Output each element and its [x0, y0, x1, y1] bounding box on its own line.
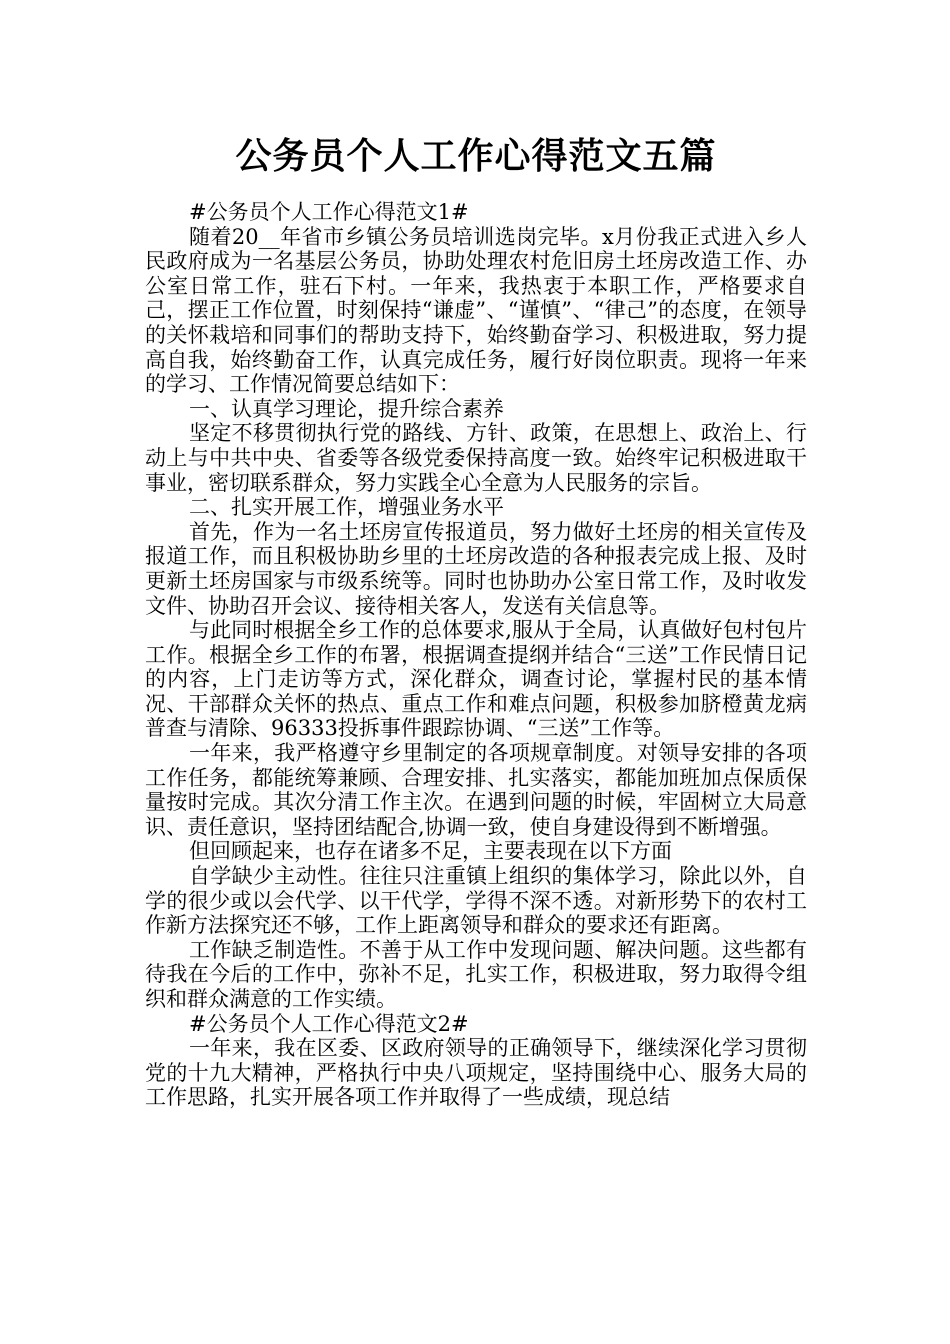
paragraph: 一年来，我严格遵守乡里制定的各项规章制度。对领导安排的各项工作任务，都能统筹兼顾、合理安排、扎实落实，都能加班加点保质保量按时完成。其次分清工作主次。在遇到问题的时候，牢固树立大局意识、责任意识，坚持团结配合,协调一致，使自身建设得到不断增强。	[145, 741, 807, 839]
paragraph: 但回顾起来，也存在诸多不足，主要表现在以下方面	[189, 839, 672, 864]
document-title: 公务员个人工作心得范文五篇	[235, 136, 717, 177]
paragraph: 一年来，我在区委、区政府领导的正确领导下，继续深化学习贯彻党的十九大精神，严格执行中央八项规定，坚持围绕中心、服务大局的工作思路，扎实开展各项工作并取得了一些成绩，现总结	[145, 1036, 807, 1110]
subheading: 一、认真学习理论，提升综合素养	[189, 396, 504, 421]
section-heading-1: #公务员个人工作心得范文1#	[189, 200, 469, 224]
paragraph: 坚定不移贯彻执行党的路线、方针、政策，在思想上、政治上、行动上与中共中央、省委等各级党委保持高度一致。始终牢记积极进取干事业，密切联系群众，努力实践全心全意为人民服务的宗旨。	[145, 421, 807, 495]
paragraph: 随着20__年省市乡镇公务员培训选岗完毕。x月份我正式进入乡人民政府成为一名基层公务员，协助处理农村危旧房土坯房改造工作、办公室日常工作，驻石下村。一年来，我热衷于本职工作，严格要求自己，摆正工作位置，时刻保持“谦虚”、“谨慎”、“律己”的态度，在领导的关怀栽培和同事们的帮助支持下，始终勤奋学习、积极进取，努力提高自我，始终勤奋工作，认真完成任务，履行好岗位职责。现将一年来的学习、工作情况简要总结如下：	[145, 224, 807, 397]
paragraph: 自学缺少主动性。往往只注重镇上组织的集体学习，除此以外，自学的很少或以会代学、以干代学，学得不深不透。对新形势下的农村工作新方法探究还不够，工作上距离领导和群众的要求还有距离。	[145, 864, 807, 938]
document-page	[145, 0, 807, 1110]
paragraph: 与此同时根据全乡工作的总体要求,服从于全局，认真做好包村包片工作。根据全乡工作的布署，根据调查提纲并结合“三送”工作民情日记的内容，上门走访等方式，深化群众，调查讨论，掌握村民的基本情况、干部群众关怀的热点、重点工作和难点问题，积极参加脐橙黄龙病普查与清除、96333投拆事件跟踪协调、“三送”工作等。	[145, 618, 807, 741]
document-body	[145, 200, 807, 1110]
paragraph: 工作缺乏制造性。不善于从工作中发现问题、解决问题。这些都有待我在今后的工作中，弥补不足，扎实工作，积极进取，努力取得令组织和群众满意的工作实绩。	[145, 937, 807, 1011]
section-heading-2: #公务员个人工作心得范文2#	[189, 1011, 469, 1036]
subheading: 二、扎实开展工作，增强业务水平	[189, 495, 504, 520]
paragraph: 首先，作为一名土坯房宣传报道员，努力做好土坯房的相关宣传及报道工作，而且积极协助乡里的土坯房改造的各种报表完成上报、及时更新土坯房国家与市级系统等。同时也协助办公室日常工作，及时收发文件、协助召开会议、接待相关客人，发送有关信息等。	[145, 519, 807, 618]
